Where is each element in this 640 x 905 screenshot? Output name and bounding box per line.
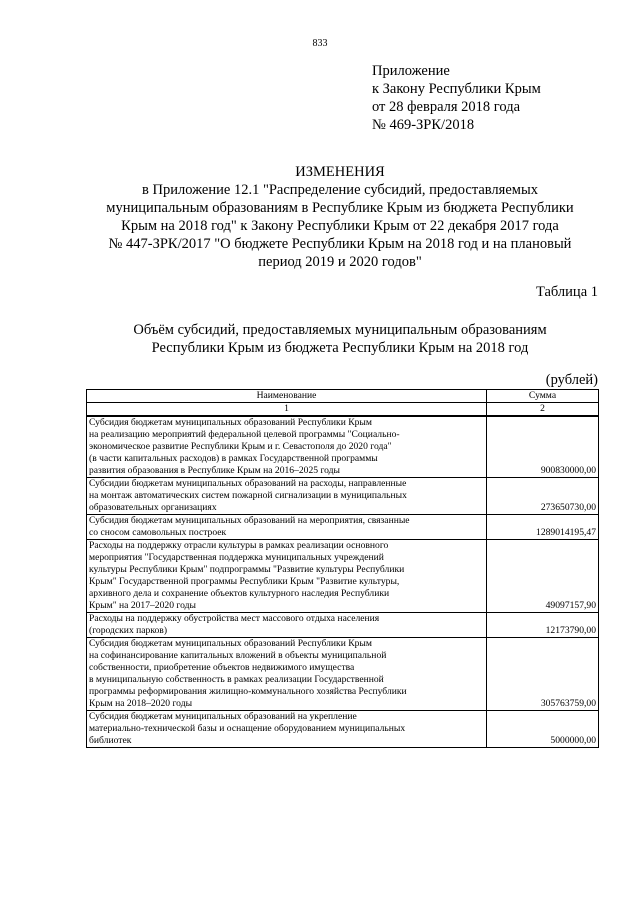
table-row (87, 711, 599, 748)
changes-line: муниципальным образованиям в Республике Крым из бюджета Республики (106, 200, 574, 216)
changes-title (95, 163, 585, 271)
table-row (87, 416, 599, 478)
changes-heading: ИЗМЕНЕНИЯ (295, 164, 385, 180)
appendix-line: от 28 февраля 2018 года (372, 99, 521, 115)
changes-line: Крым на 2018 год" к Закону Республики Крым от 22 декабря 2017 года (121, 218, 559, 234)
table-row (87, 478, 599, 515)
units-label: (рублей) (545, 372, 598, 388)
subsidy-sum: 1289014195,47 (487, 515, 599, 540)
subsidy-sum: 273650730,00 (487, 478, 599, 515)
page-number: 833 (312, 38, 328, 49)
subsidy-sum: 900830000,00 (487, 416, 599, 478)
appendix-line: № 469-ЗРК/2018 (372, 117, 475, 133)
subsidy-name: Субсидия бюджетам муниципальных образований на укрепление материально-технической базы и оснащение оборудованием муниципальных библиотек (87, 711, 487, 748)
appendix-line: к Закону Республики Крым (372, 81, 541, 97)
subsidy-name: Субсидия бюджетам муниципальных образований Республики Крым на реализацию мероприятий федеральной целевой программы "Социально- экономическое развитие Республики Крым и г. Севастополя до 2020 года" (в части капитальных расходов) в рамках Государственной программы развития образования в Республике Крым на 2016–2025 годы (87, 416, 487, 478)
subsidy-sum: 5000000,00 (487, 711, 599, 748)
table-row (87, 515, 599, 540)
changes-line: в Приложение 12.1 "Распределение субсидий, предоставляемых (142, 182, 538, 198)
subsidy-name: Расходы на поддержку обустройства мест массового отдыха населения (городских парков) (87, 613, 487, 638)
volume-title-line: Объём субсидий, предоставляемых муниципальным образованиям (133, 322, 547, 338)
subsidy-sum: 305763759,00 (487, 638, 599, 711)
subsidy-name: Субсидия бюджетам муниципальных образований Республики Крым на софинансирование капитальных вложений в объекты муниципальной собственности, приобретение объектов недвижимого имущества в муниципальную собственность в рамках реализации Государственной программы реформирования жилищно-коммунального хозяйства Республики Крым на 2018–2020 годы (87, 638, 487, 711)
column-header-sum: Сумма (487, 390, 599, 403)
subsidy-sum: 49097157,90 (487, 540, 599, 613)
volume-title (95, 321, 585, 357)
changes-line: период 2019 и 2020 годов" (258, 254, 422, 270)
column-header-name: Наименование (87, 390, 487, 403)
table-row (87, 540, 599, 613)
table-caption: Таблица 1 (535, 284, 598, 300)
volume-title-line: Республики Крым из бюджета Республики Крым на 2018 год (151, 340, 529, 356)
table-row (87, 638, 599, 711)
header-row (87, 390, 599, 403)
column-number: 1 (87, 403, 487, 417)
subsidy-sum: 12173790,00 (487, 613, 599, 638)
subsidy-name: Субсидия бюджетам муниципальных образований на мероприятия, связанные со сносом самовольных построек (87, 515, 487, 540)
column-number: 2 (487, 403, 599, 417)
appendix-block (372, 62, 541, 134)
subsidies-table (86, 389, 599, 748)
subsidy-name: Субсидии бюджетам муниципальных образований на расходы, направленные на монтаж автоматических систем пожарной сигнализации в муниципальных образовательных организациях (87, 478, 487, 515)
table-row (87, 613, 599, 638)
subsidy-name: Расходы на поддержку отрасли культуры в рамках реализации основного мероприятия "Государственная поддержка муниципальных учреждений культуры Республики Крым" подпрограммы "Развитие культуры Республики Крым" Государственной программы Республики Крым "Развитие культуры, архивного дела и сохранение объектов культурного наследия Республики Крым" на 2017–2020 годы (87, 540, 487, 613)
changes-line: № 447-ЗРК/2017 "О бюджете Республики Крым на 2018 год и на плановый (108, 236, 572, 252)
appendix-line: Приложение (372, 63, 450, 79)
column-number-row (87, 403, 599, 417)
